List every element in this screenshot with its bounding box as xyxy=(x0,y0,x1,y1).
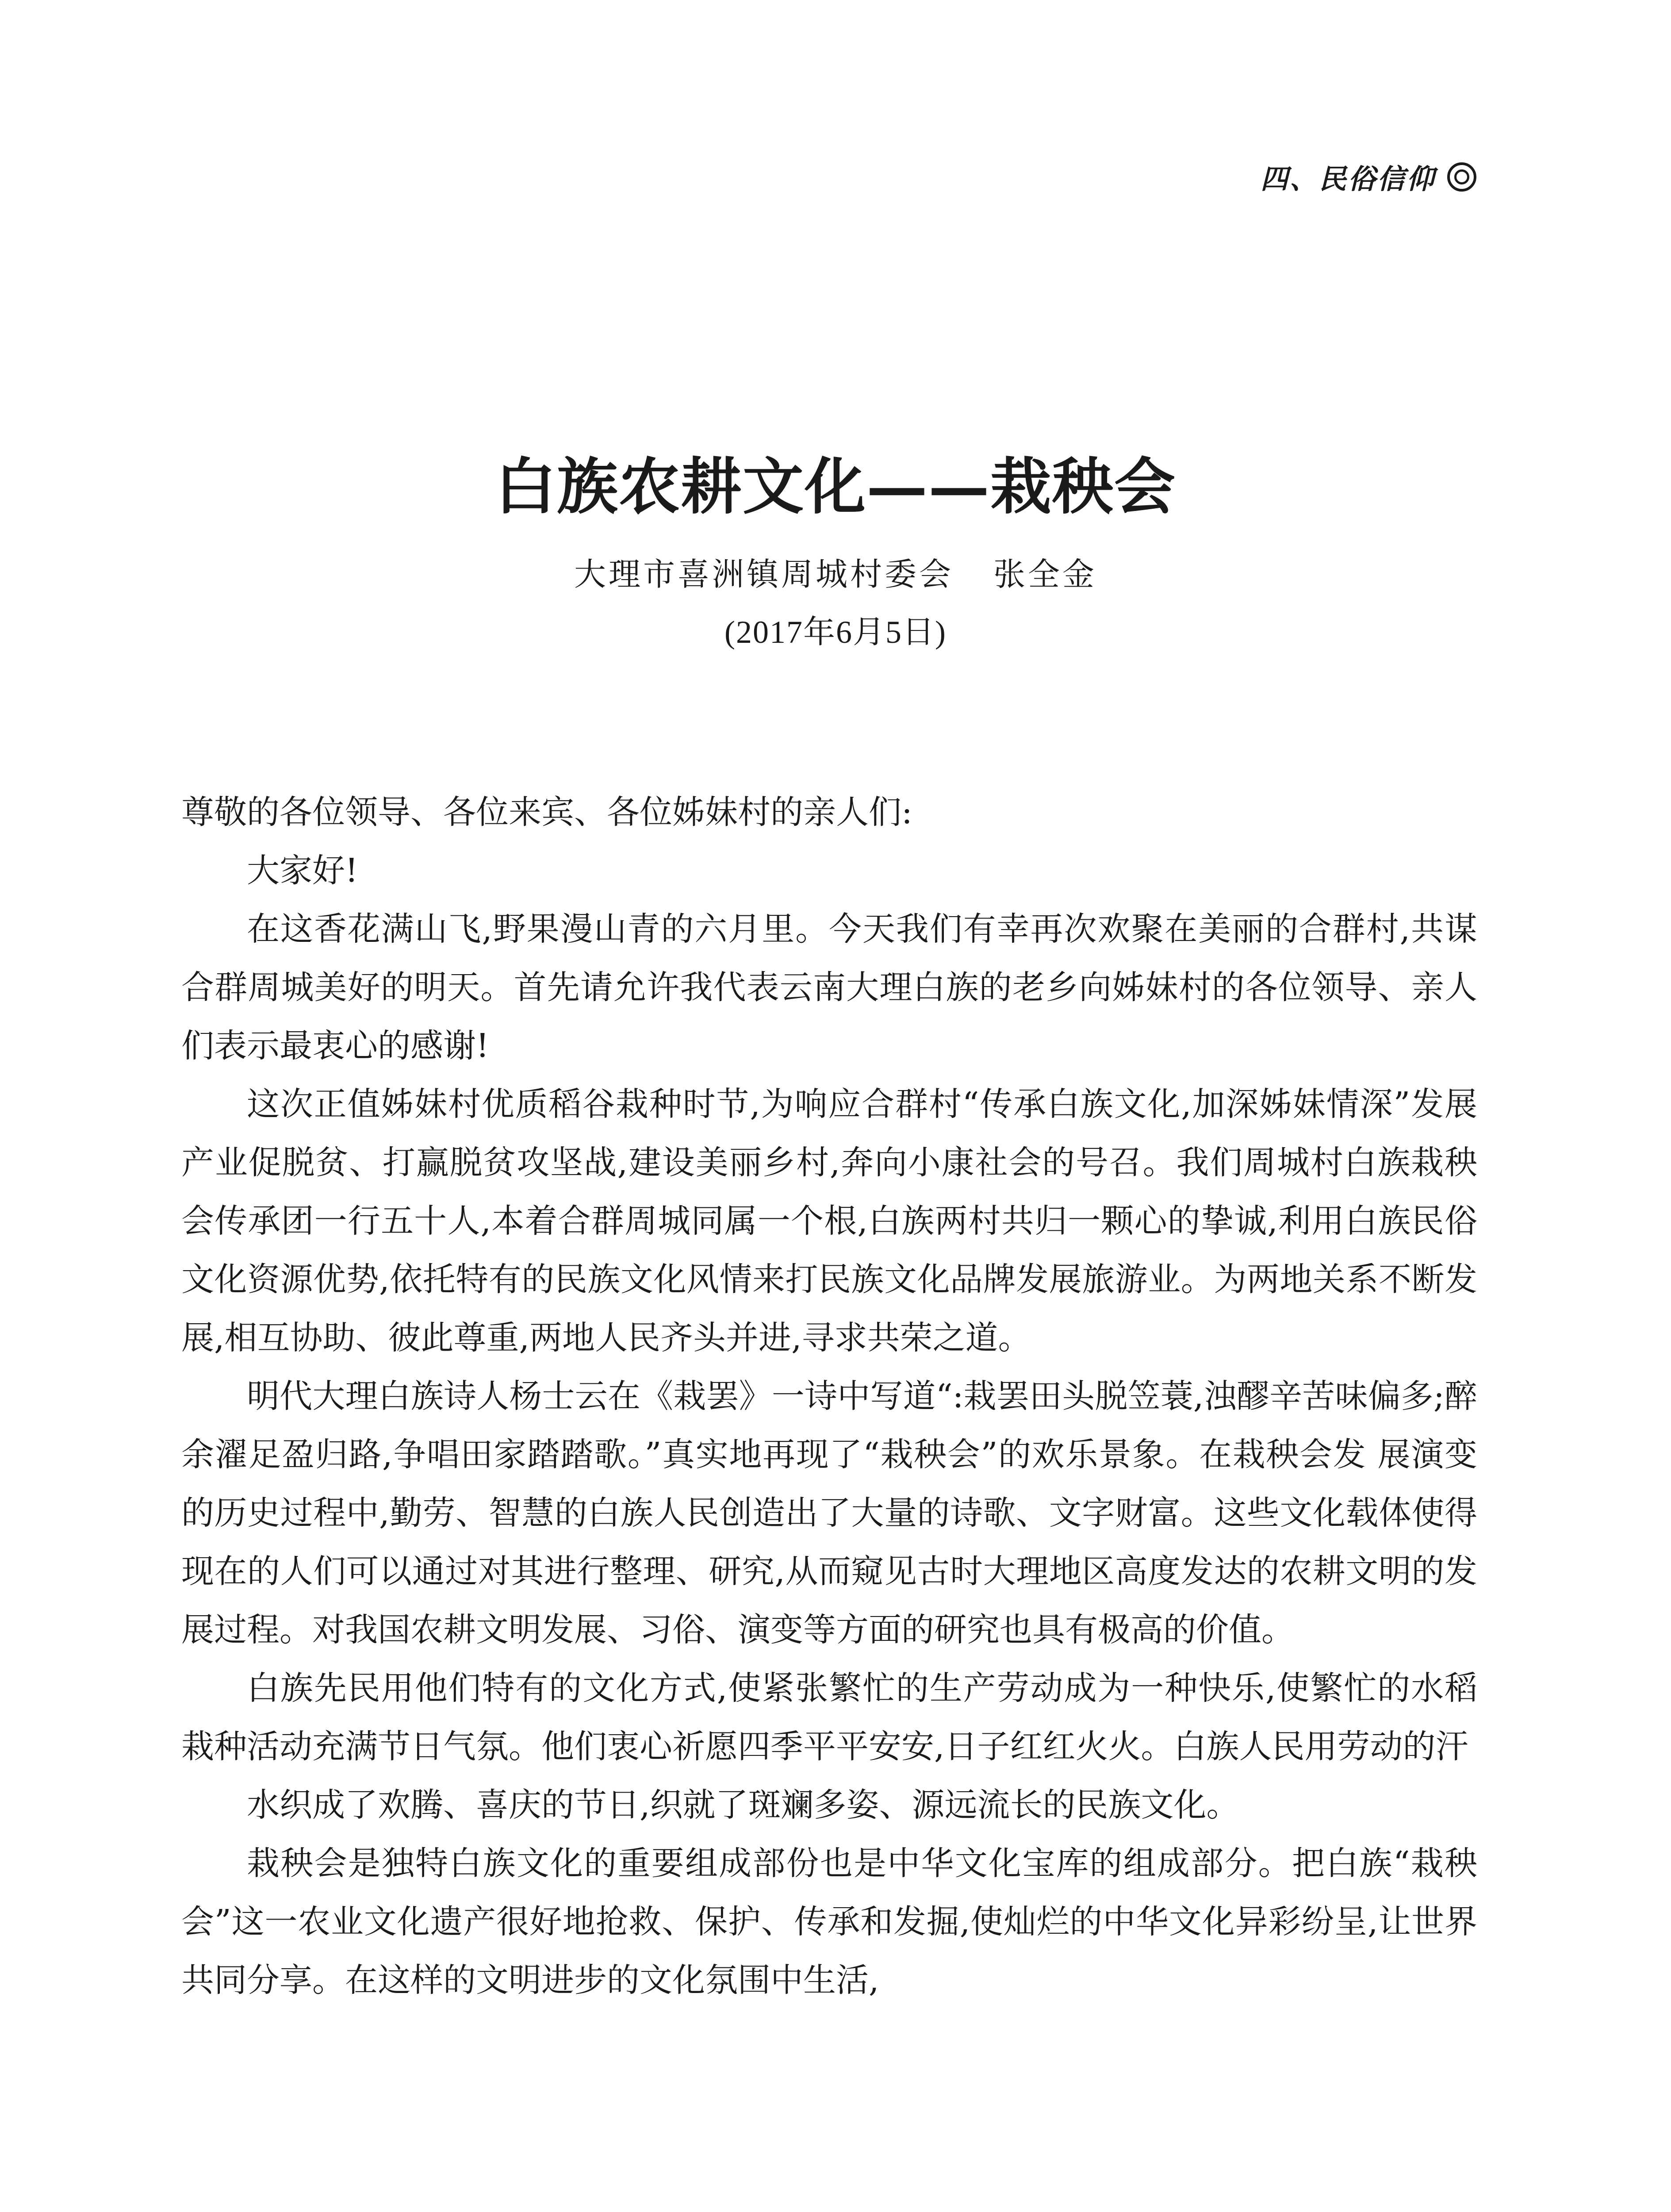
salutation: 尊敬的各位领导、各位来宾、各位姊妹村的亲人们: xyxy=(181,793,912,831)
paragraph: 水织成了欢腾、喜庆的节日,织就了斑斓多姿、源远流长的民族文化。 xyxy=(247,1786,1239,1824)
paragraph: 白族先民用他们特有的文化方式,使紧张繁忙的生产劳动成为一种快乐,使繁忙的水稻栽种活动充满节日气氛。他们衷心祈愿四季平平安安,日子红红火火。白族人民用劳动的汗 xyxy=(181,1669,1477,1766)
article-date: (2017年6月5日) xyxy=(724,614,947,650)
paragraph: 栽秧会是独特白族文化的重要组成部份也是中华文化宝库的组成部分。把白族“栽秧会”这一农业文化遗产很好地抢救、保护、传承和发掘,使灿烂的中华文化异彩纷呈,让世界共同分享。在这样的文明进步的文化氛围中生活, xyxy=(181,1844,1477,1999)
author-org: 大理市喜洲镇周城村委会 xyxy=(574,556,954,593)
author-name: 张全金 xyxy=(993,556,1097,593)
paragraph: 大家好! xyxy=(247,852,358,890)
article-body xyxy=(181,783,1477,2009)
paragraph: 在这香花满山飞,野果漫山青的六月里。今天我们有幸再次欢聚在美丽的合群村,共谋合群周城美好的明天。首先请允许我代表云南大理白族的老乡向姊妹村的各位领导、亲人们表示最衷心的感谢! xyxy=(181,910,1477,1065)
author-line xyxy=(0,549,1671,595)
running-head xyxy=(1261,157,1476,196)
section-label: 四、民俗信仰 xyxy=(1260,163,1436,195)
paragraph: 这次正值姊妹村优质稻谷栽种时节,为响应合群村“传承白族文化,加深姊妹情深”发展产业促脱贫、打赢脱贫攻坚战,建设美丽乡村,奔向小康社会的号召。我们周城村白族栽秧会传承团一行五十人,本着合群周城同属一个根,白族两村共归一颗心的挚诚,利用白族民俗文化资源优势,依托特有的民族文化风情来打民族文化品牌发展旅游业。为两地关系不断发展,相互协助、彼此尊重,两地人民齐头并进,寻求共荣之道。 xyxy=(181,1085,1477,1357)
article-title: 白族农耕文化——栽秧会 xyxy=(494,450,1176,522)
double-circle-icon xyxy=(1447,162,1476,192)
paragraph: 明代大理白族诗人杨士云在《栽罢》一诗中写道“:栽罢田头脱笠蓑,浊醪辛苦味偏多;醉余濯足盈归路,争唱田家踏踏歌。”真实地再现了“栽秧会”的欢乐景象。在栽秧会发 展演变的历史过程中,勤劳、智慧的白族人民创造出了大量的诗歌、文字财富。这些文化载体使得现在的人们可以通过对其进行整理、研究,从而窥见古时大理地区高度发达的农耕文明的发展过程。对我国农耕文明发展、习俗、演变等方面的研究也具有极高的价值。 xyxy=(181,1377,1477,1649)
